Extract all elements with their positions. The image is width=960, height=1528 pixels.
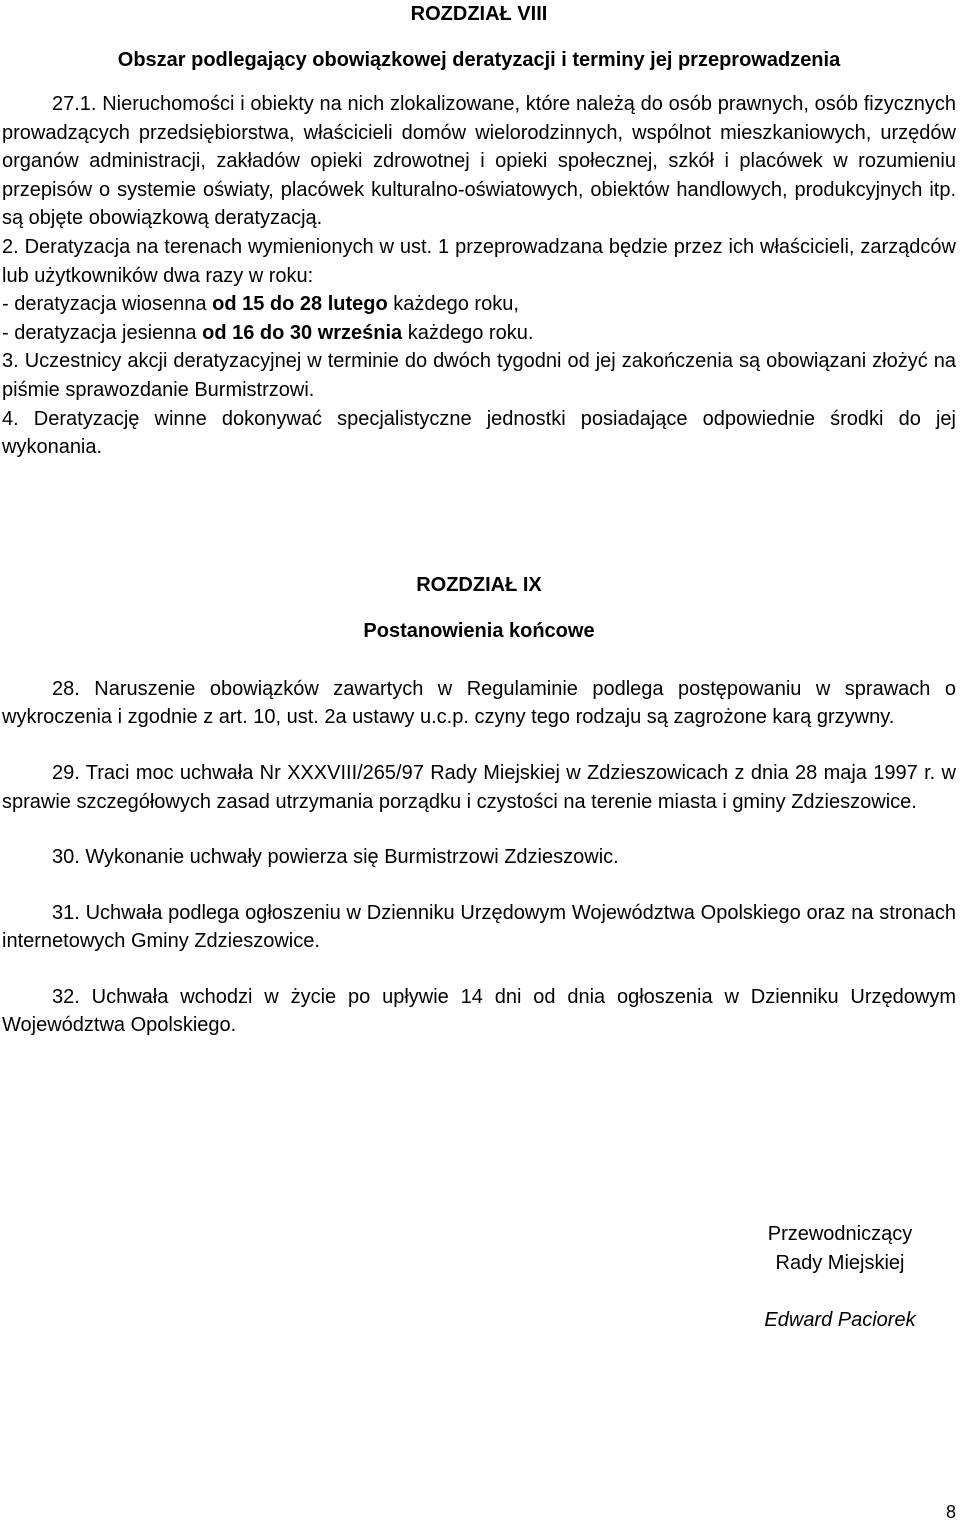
chapter-9-title: ROZDZIAŁ IX xyxy=(416,573,542,596)
paragraph-30-text: 30. Wykonanie uchwały powierza się Burmistrzowi Zdzieszowic. xyxy=(52,846,619,869)
autumn-suffix: każdego roku. xyxy=(402,321,534,344)
spring-deratization-line xyxy=(2,290,956,319)
paragraph-27-3-text: 3. Uczestnicy akcji deratyzacyjnej w terminie do dwóch tygodni od jej zakończenia są obowiązani złożyć na piśmie sprawozdanie Burmistrzowi. xyxy=(2,350,956,401)
autumn-deratization-line xyxy=(2,319,956,348)
paragraph-32 xyxy=(2,983,956,1040)
chapter-8-title: ROZDZIAŁ VIII xyxy=(410,3,548,25)
paragraph-27-3 xyxy=(2,347,956,404)
paragraph-31 xyxy=(2,899,956,956)
paragraph-27-4-text: 4. Deratyzację winne dokonywać specjalistyczne jednostki posiadające odpowiednie środki do jej wykonania. xyxy=(2,407,956,459)
signature-role-line-2: Rady Miejskiej xyxy=(775,1251,905,1274)
autumn-dates: od 16 do 30 września xyxy=(202,321,403,344)
spring-label: - deratyzacja wiosenna xyxy=(2,293,213,316)
paragraph-28-text: 28. Naruszenie obowiązków zawartych w Regulaminie podlega postępowaniu w sprawach o wykroczenia i zgodnie z art. 10, ust. 2a ustawy u.c.p. czyny tego rodzaju są zagrożone karą grzywny. xyxy=(2,677,956,729)
paragraph-29 xyxy=(2,759,956,816)
paragraph-27-2 xyxy=(2,233,956,290)
chapter-9-subtitle: Postanowienia końcowe xyxy=(363,619,595,642)
paragraph-30 xyxy=(2,843,956,872)
spring-suffix: każdego roku, xyxy=(387,293,519,316)
signature-block xyxy=(720,1220,960,1335)
page-number: 8 xyxy=(945,1502,956,1522)
signature-role-line-1: Przewodniczący xyxy=(767,1223,913,1245)
autumn-label: - deratyzacja jesienna xyxy=(2,321,203,344)
paragraph-29-text: 29. Traci moc uchwała Nr XXXVIII/265/97 Rady Miejskiej w Zdzieszowicach z dnia 28 maja 1997 r. w sprawie szczegółowych zasad utrzymania porządku i czystości na terenie miasta i gminy Zdzieszowice. xyxy=(2,761,956,813)
paragraph-27-2-text: 2. Deratyzacja na terenach wymienionych w ust. 1 przeprowadzana będzie przez ich właścicieli, zarządców lub użytkowników dwa razy w roku: xyxy=(2,235,956,287)
paragraph-28 xyxy=(2,675,956,732)
chapter-8-subtitle: Obszar podlegający obowiązkowej deratyzacji i terminy jej przeprowadzenia xyxy=(117,49,841,71)
paragraph-27-1 xyxy=(2,90,956,233)
spring-dates: od 15 do 28 lutego xyxy=(212,293,388,316)
paragraph-32-text: 32. Uchwała wchodzi w życie po upływie 14 dni od dnia ogłoszenia w Dzienniku Urzędowym Województwa Opolskiego. xyxy=(2,985,956,1037)
signature-name: Edward Paciorek xyxy=(764,1309,916,1332)
paragraph-31-text: 31. Uchwała podlega ogłoszeniu w Dzienniku Urzędowym Województwa Opolskiego oraz na stronach internetowych Gminy Zdzieszowice. xyxy=(2,901,956,953)
paragraph-27-1-text: 27.1. Nieruchomości i obiekty na nich zlokalizowane, które należą do osób prawnych, osób fizycznych prowadzących przedsiębiorstwa, właścicieli domów wielorodzinnych, wspólnot mieszkaniowych, urzędów organów administracji, zakładów opieki zdrowotnej i opieki społecznej, szkół i placówek w rozumieniu przepisów o systemie oświaty, placówek kulturalno-oświatowych, obiektów handlowych, produkcyjnych itp. są objęte obowiązkową deratyzacją. xyxy=(2,93,956,230)
paragraph-27-4 xyxy=(2,405,956,462)
document-page xyxy=(2,0,956,1040)
